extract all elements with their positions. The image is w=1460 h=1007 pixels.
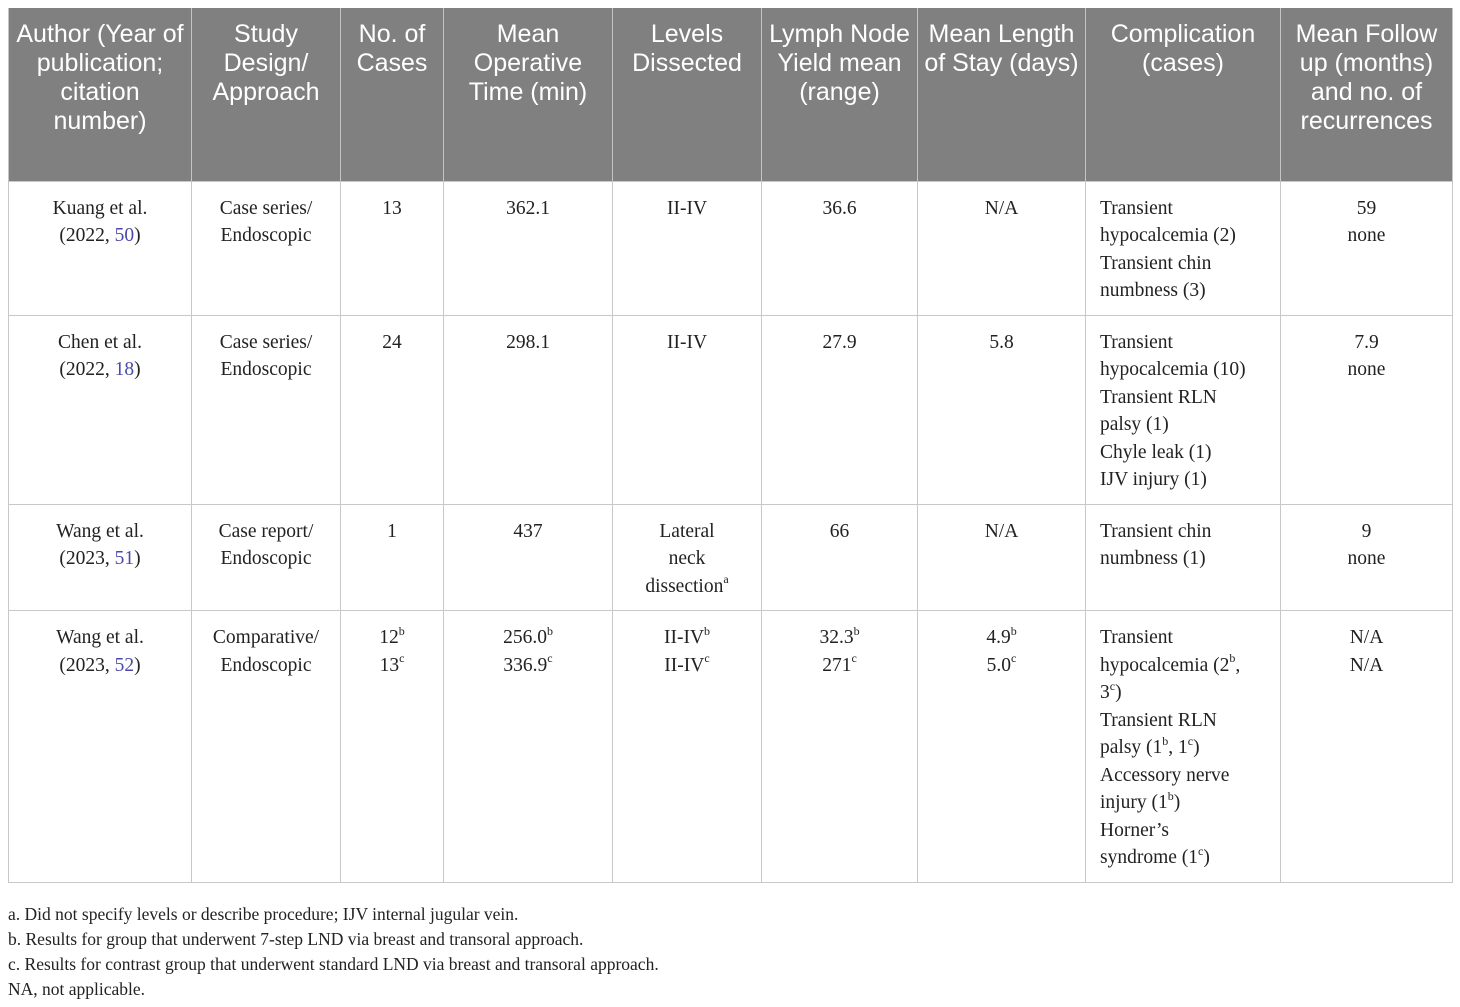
table-row: [9, 611, 1453, 883]
complication-cell: Transient hypocalcemia (2$^b$, 3$^c$) Transient RLN palsy (1$^b$, 1$^c$) Accessory nerve injury (1$^b$) Horner’s syndrome (1$^c$): [1086, 611, 1281, 883]
cases-cell: 12$^b$ 13$^c$: [341, 611, 444, 883]
study-table: [8, 8, 1453, 883]
header-follow-up: Mean Follow up (months) and no. of recurrences: [1281, 8, 1453, 181]
length-of-stay-cell: 5.8: [918, 315, 1086, 504]
follow-up-cell: 7.9 none: [1281, 315, 1453, 504]
header-row: [9, 8, 1453, 181]
length-of-stay-cell: 4.9$^b$ 5.0$^c$: [918, 611, 1086, 883]
design-cell: Case report/ Endoscopic: [192, 504, 341, 611]
author-cell: Wang et al. (2023, 52): [9, 611, 192, 883]
operative-time-cell: 362.1: [444, 181, 613, 315]
operative-time-cell: 256.0$^b$ 336.9$^c$: [444, 611, 613, 883]
follow-up-cell: 59 none: [1281, 181, 1453, 315]
length-of-stay-cell: N/A: [918, 181, 1086, 315]
lymph-node-cell: 27.9: [762, 315, 918, 504]
follow-up-cell: 9 none: [1281, 504, 1453, 611]
lymph-node-cell: 36.6: [762, 181, 918, 315]
header-study-design: Study Design/ Approach: [192, 8, 341, 181]
levels-cell: II-IV: [613, 181, 762, 315]
table-row: [9, 504, 1453, 611]
follow-up-cell: N/A N/A: [1281, 611, 1453, 883]
operative-time-cell: 437: [444, 504, 613, 611]
design-cell: Comparative/ Endoscopic: [192, 611, 341, 883]
header-operative-time: Mean Operative Time (min): [444, 8, 613, 181]
complication-cell: Transient hypocalcemia (2) Transient chin numbness (3): [1086, 181, 1281, 315]
footnote: c. Results for contrast group that underwent standard LND via breast and transoral approach.: [8, 954, 659, 974]
length-of-stay-cell: N/A: [918, 504, 1086, 611]
citation-link[interactable]: 52: [114, 654, 135, 676]
footnote: b. Results for group that underwent 7-step LND via breast and transoral approach.: [8, 929, 584, 949]
levels-cell: $II-IV^b$ $II-IV^c$: [613, 611, 762, 883]
author-cell: Kuang et al. (2022, 50): [9, 181, 192, 315]
citation-link[interactable]: 50: [114, 225, 135, 246]
cases-cell: 1: [341, 504, 444, 611]
cases-cell: 24: [341, 315, 444, 504]
lymph-node-cell: 32.3$^b$ 271$^c$: [762, 611, 918, 883]
table-row: [9, 315, 1453, 504]
header-complication: Complication (cases): [1086, 8, 1281, 181]
footnote: NA, not applicable.: [8, 979, 146, 999]
levels-cell: Lateral neck dissection$^a$: [613, 504, 762, 611]
citation-link[interactable]: 51: [114, 548, 135, 569]
author-cell: Wang et al. (2023, 51): [9, 504, 192, 611]
operative-time-cell: 298.1: [444, 315, 613, 504]
citation-link[interactable]: 18: [114, 359, 135, 380]
header-lymph-node-yield: Lymph Node Yield mean (range): [762, 8, 918, 181]
cases-cell: 13: [341, 181, 444, 315]
lymph-node-cell: 66: [762, 504, 918, 611]
header-cases: No. of Cases: [341, 8, 444, 181]
design-cell: Case series/ Endoscopic: [192, 181, 341, 315]
complication-cell: Transient hypocalcemia (10) Transient RLN palsy (1) Chyle leak (1) IJV injury (1): [1086, 315, 1281, 504]
table-footnotes: [8, 902, 1448, 1002]
author-cell: Chen et al. (2022, 18): [9, 315, 192, 504]
complication-cell: Transient chin numbness (1): [1086, 504, 1281, 611]
levels-cell: II-IV: [613, 315, 762, 504]
header-length-of-stay: Mean Length of Stay (days): [918, 8, 1086, 181]
header-levels: Levels Dissected: [613, 8, 762, 181]
header-author: Author (Year of publication; citation number): [9, 8, 192, 181]
table-row: [9, 181, 1453, 315]
footnote: a. Did not specify levels or describe procedure; IJV internal jugular vein.: [8, 904, 519, 924]
design-cell: Case series/ Endoscopic: [192, 315, 341, 504]
